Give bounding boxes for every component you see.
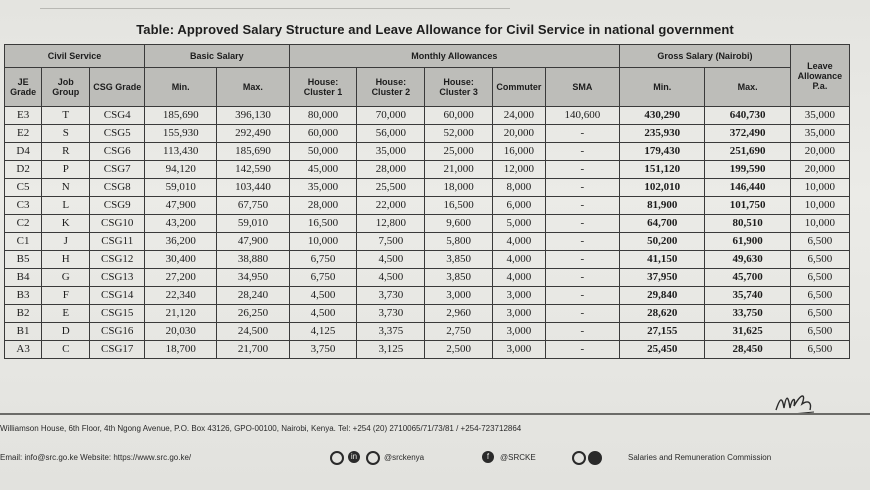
- job-group-header: Job Group: [42, 68, 90, 107]
- house-cluster3-cell: 2,500: [425, 341, 493, 359]
- footer-divider: [0, 413, 870, 415]
- je-grade-cell: E2: [5, 125, 42, 143]
- commuter-cell: 3,000: [493, 305, 546, 323]
- leave-allowance-cell: 20,000: [790, 161, 849, 179]
- house-cluster1-cell: 80,000: [289, 107, 357, 125]
- basic-min-cell: 94,120: [145, 161, 217, 179]
- commuter-cell: 6,000: [493, 197, 546, 215]
- monthly-allowances-group-header: Monthly Allowances: [289, 45, 620, 68]
- linkedin-icon: in: [348, 451, 360, 463]
- house-cluster1-header: House: Cluster 1: [289, 68, 357, 107]
- handwritten-signature: [772, 388, 818, 422]
- house-cluster1-cell: 3,750: [289, 341, 357, 359]
- job-group-cell: P: [42, 161, 90, 179]
- job-group-cell: C: [42, 341, 90, 359]
- house-cluster1-cell: 6,750: [289, 251, 357, 269]
- job-group-cell: E: [42, 305, 90, 323]
- gross-min-cell: 25,450: [620, 341, 705, 359]
- commuter-cell: 5,000: [493, 215, 546, 233]
- job-group-cell: L: [42, 197, 90, 215]
- csg-grade-cell: CSG7: [90, 161, 145, 179]
- civil-service-group-header: Civil Service: [5, 45, 145, 68]
- commuter-cell: 3,000: [493, 341, 546, 359]
- sma-cell: -: [545, 305, 619, 323]
- je-grade-cell: B3: [5, 287, 42, 305]
- job-group-cell: N: [42, 179, 90, 197]
- sma-cell: -: [545, 125, 619, 143]
- basic-max-cell: 67,750: [217, 197, 289, 215]
- job-group-cell: R: [42, 143, 90, 161]
- house-cluster1-cell: 6,750: [289, 269, 357, 287]
- basic-min-cell: 36,200: [145, 233, 217, 251]
- sma-cell: -: [545, 251, 619, 269]
- leave-allowance-cell: 6,500: [790, 269, 849, 287]
- commuter-cell: 4,000: [493, 233, 546, 251]
- commuter-cell: 3,000: [493, 287, 546, 305]
- gross-max-cell: 199,590: [705, 161, 790, 179]
- table-title: Table: Approved Salary Structure and Leave Allowance for Civil Service in national government: [136, 22, 734, 37]
- leave-allowance-cell: 10,000: [790, 197, 849, 215]
- gross-max-cell: 61,900: [705, 233, 790, 251]
- house-cluster2-cell: 12,800: [357, 215, 425, 233]
- house-cluster2-cell: 25,500: [357, 179, 425, 197]
- basic-min-cell: 155,930: [145, 125, 217, 143]
- house-cluster2-cell: 3,730: [357, 305, 425, 323]
- house-cluster1-cell: 45,000: [289, 161, 357, 179]
- house-cluster1-cell: 35,000: [289, 179, 357, 197]
- je-grade-cell: C5: [5, 179, 42, 197]
- table-row: [5, 323, 850, 341]
- basic-max-cell: 185,690: [217, 143, 289, 161]
- je-grade-cell: B1: [5, 323, 42, 341]
- gross-min-cell: 81,900: [620, 197, 705, 215]
- sma-cell: -: [545, 197, 619, 215]
- house-cluster3-cell: 2,750: [425, 323, 493, 341]
- gross-min-cell: 50,200: [620, 233, 705, 251]
- footer-contacts: [0, 450, 870, 466]
- csg-grade-cell: CSG14: [90, 287, 145, 305]
- house-cluster3-cell: 21,000: [425, 161, 493, 179]
- commuter-header: Commuter: [493, 68, 546, 107]
- house-cluster1-cell: 60,000: [289, 125, 357, 143]
- gross-min-cell: 102,010: [620, 179, 705, 197]
- leave-allowance-cell: 10,000: [790, 179, 849, 197]
- gross-min-cell: 28,620: [620, 305, 705, 323]
- basic-max-cell: 142,590: [217, 161, 289, 179]
- gross-max-cell: 49,630: [705, 251, 790, 269]
- je-grade-cell: B2: [5, 305, 42, 323]
- facebook-icon: f: [482, 451, 494, 463]
- commuter-cell: 4,000: [493, 269, 546, 287]
- gross-min-cell: 29,840: [620, 287, 705, 305]
- csg-grade-cell: CSG12: [90, 251, 145, 269]
- sma-header: SMA: [545, 68, 619, 107]
- house-cluster3-cell: 2,960: [425, 305, 493, 323]
- table-row: [5, 161, 850, 179]
- gross-min-cell: 235,930: [620, 125, 705, 143]
- house-cluster1-cell: 16,500: [289, 215, 357, 233]
- house-cluster3-cell: 18,000: [425, 179, 493, 197]
- basic-max-cell: 59,010: [217, 215, 289, 233]
- csg-grade-cell: CSG13: [90, 269, 145, 287]
- csg-grade-cell: CSG9: [90, 197, 145, 215]
- gross-min-cell: 430,290: [620, 107, 705, 125]
- house-cluster2-cell: 7,500: [357, 233, 425, 251]
- je-grade-cell: A3: [5, 341, 42, 359]
- csg-grade-header: CSG Grade: [90, 68, 145, 107]
- house-cluster2-cell: 3,125: [357, 341, 425, 359]
- commuter-cell: 8,000: [493, 179, 546, 197]
- csg-grade-cell: CSG5: [90, 125, 145, 143]
- house-cluster1-cell: 28,000: [289, 197, 357, 215]
- commuter-cell: 24,000: [493, 107, 546, 125]
- commuter-cell: 4,000: [493, 251, 546, 269]
- job-group-cell: G: [42, 269, 90, 287]
- house-cluster3-cell: 3,850: [425, 269, 493, 287]
- house-cluster3-cell: 3,000: [425, 287, 493, 305]
- table-row: [5, 107, 850, 125]
- column-header-row: [5, 68, 850, 107]
- je-grade-cell: E3: [5, 107, 42, 125]
- commuter-cell: 3,000: [493, 323, 546, 341]
- house-cluster3-header: House: Cluster 3: [425, 68, 493, 107]
- leave-allowance-cell: 6,500: [790, 287, 849, 305]
- house-cluster2-cell: 35,000: [357, 143, 425, 161]
- leave-allowance-cell: 6,500: [790, 323, 849, 341]
- house-cluster1-cell: 4,500: [289, 287, 357, 305]
- gross-max-cell: 28,450: [705, 341, 790, 359]
- sma-cell: -: [545, 161, 619, 179]
- je-grade-cell: D2: [5, 161, 42, 179]
- footer-org-name: Salaries and Remuneration Commission: [628, 453, 772, 462]
- sma-cell: -: [545, 323, 619, 341]
- gross-max-cell: 251,690: [705, 143, 790, 161]
- table-row: [5, 125, 850, 143]
- sma-cell: -: [545, 287, 619, 305]
- je-grade-cell: C3: [5, 197, 42, 215]
- basic-max-cell: 292,490: [217, 125, 289, 143]
- csg-grade-cell: CSG17: [90, 341, 145, 359]
- table-row: [5, 269, 850, 287]
- basic-max-header: Max.: [217, 68, 289, 107]
- basic-min-cell: 30,400: [145, 251, 217, 269]
- gross-max-cell: 640,730: [705, 107, 790, 125]
- flickr-icon: [572, 451, 586, 465]
- cropped-header-strip: [40, 0, 510, 9]
- gross-max-cell: 31,625: [705, 323, 790, 341]
- basic-min-cell: 43,200: [145, 215, 217, 233]
- gross-min-cell: 27,155: [620, 323, 705, 341]
- house-cluster1-cell: 50,000: [289, 143, 357, 161]
- house-cluster3-cell: 3,850: [425, 251, 493, 269]
- basic-min-cell: 47,900: [145, 197, 217, 215]
- je-grade-cell: C1: [5, 233, 42, 251]
- handle-srckenya: @srckenya: [384, 453, 425, 462]
- house-cluster1-cell: 4,125: [289, 323, 357, 341]
- house-cluster3-cell: 9,600: [425, 215, 493, 233]
- salary-table: [4, 44, 850, 359]
- job-group-cell: T: [42, 107, 90, 125]
- basic-min-cell: 113,430: [145, 143, 217, 161]
- gross-min-cell: 37,950: [620, 269, 705, 287]
- leave-allowance-cell: 6,500: [790, 341, 849, 359]
- house-cluster2-cell: 28,000: [357, 161, 425, 179]
- table-row: [5, 305, 850, 323]
- instagram-icon: [330, 451, 344, 465]
- commuter-cell: 12,000: [493, 161, 546, 179]
- basic-min-header: Min.: [145, 68, 217, 107]
- house-cluster2-header: House: Cluster 2: [357, 68, 425, 107]
- csg-grade-cell: CSG4: [90, 107, 145, 125]
- leave-allowance-cell: 6,500: [790, 305, 849, 323]
- sma-cell: -: [545, 179, 619, 197]
- je-grade-cell: C2: [5, 215, 42, 233]
- gross-max-header: Max.: [705, 68, 790, 107]
- basic-min-cell: 20,030: [145, 323, 217, 341]
- table-row: [5, 233, 850, 251]
- flickr-dot-icon: [588, 451, 602, 465]
- sma-cell: -: [545, 269, 619, 287]
- table-row: [5, 197, 850, 215]
- basic-min-cell: 27,200: [145, 269, 217, 287]
- sma-cell: -: [545, 143, 619, 161]
- csg-grade-cell: CSG15: [90, 305, 145, 323]
- gross-max-cell: 101,750: [705, 197, 790, 215]
- csg-grade-cell: CSG6: [90, 143, 145, 161]
- gross-max-cell: 45,700: [705, 269, 790, 287]
- basic-max-cell: 396,130: [217, 107, 289, 125]
- leave-allowance-cell: 35,000: [790, 107, 849, 125]
- group-header-row: [5, 45, 850, 68]
- basic-min-cell: 22,340: [145, 287, 217, 305]
- table-row: [5, 251, 850, 269]
- gross-min-cell: 41,150: [620, 251, 705, 269]
- commuter-cell: 16,000: [493, 143, 546, 161]
- gross-max-cell: 146,440: [705, 179, 790, 197]
- leave-allowance-header: Leave Allowance P.a.: [790, 45, 849, 107]
- je-grade-header: JE Grade: [5, 68, 42, 107]
- table-row: [5, 341, 850, 359]
- table-row: [5, 287, 850, 305]
- leave-allowance-cell: 35,000: [790, 125, 849, 143]
- footer-address: Williamson House, 6th Floor, 4th Ngong Avenue, P.O. Box 43126, GPO-00100, Nairobi, Kenya. Tel: +254 (20) 2710065/71/73/81 / +254-723712864: [0, 424, 522, 433]
- job-group-cell: H: [42, 251, 90, 269]
- je-grade-cell: B4: [5, 269, 42, 287]
- gross-min-header: Min.: [620, 68, 705, 107]
- house-cluster3-cell: 52,000: [425, 125, 493, 143]
- gross-min-cell: 179,430: [620, 143, 705, 161]
- basic-max-cell: 47,900: [217, 233, 289, 251]
- house-cluster1-cell: 4,500: [289, 305, 357, 323]
- house-cluster2-cell: 4,500: [357, 251, 425, 269]
- gross-min-cell: 64,700: [620, 215, 705, 233]
- gross-max-cell: 33,750: [705, 305, 790, 323]
- sma-cell: -: [545, 341, 619, 359]
- basic-max-cell: 103,440: [217, 179, 289, 197]
- house-cluster2-cell: 70,000: [357, 107, 425, 125]
- leave-allowance-cell: 10,000: [790, 215, 849, 233]
- basic-max-cell: 26,250: [217, 305, 289, 323]
- handle-srcke: @SRCKE: [500, 453, 536, 462]
- basic-max-cell: 38,880: [217, 251, 289, 269]
- sma-cell: -: [545, 233, 619, 251]
- basic-salary-group-header: Basic Salary: [145, 45, 289, 68]
- basic-max-cell: 34,950: [217, 269, 289, 287]
- house-cluster2-cell: 3,730: [357, 287, 425, 305]
- sma-cell: -: [545, 215, 619, 233]
- table-row: [5, 215, 850, 233]
- house-cluster3-cell: 60,000: [425, 107, 493, 125]
- leave-allowance-cell: 6,500: [790, 233, 849, 251]
- youtube-icon: [366, 451, 380, 465]
- house-cluster2-cell: 4,500: [357, 269, 425, 287]
- house-cluster3-cell: 25,000: [425, 143, 493, 161]
- house-cluster2-cell: 22,000: [357, 197, 425, 215]
- csg-grade-cell: CSG16: [90, 323, 145, 341]
- basic-max-cell: 28,240: [217, 287, 289, 305]
- house-cluster2-cell: 56,000: [357, 125, 425, 143]
- basic-min-cell: 21,120: [145, 305, 217, 323]
- sma-cell: 140,600: [545, 107, 619, 125]
- job-group-cell: J: [42, 233, 90, 251]
- job-group-cell: S: [42, 125, 90, 143]
- job-group-cell: F: [42, 287, 90, 305]
- table-row: [5, 179, 850, 197]
- gross-salary-group-header: Gross Salary (Nairobi): [620, 45, 791, 68]
- footer-email-website: Email: info@src.go.ke Website: https://www.src.go.ke/: [0, 453, 192, 462]
- house-cluster3-cell: 5,800: [425, 233, 493, 251]
- table-row: [5, 143, 850, 161]
- gross-max-cell: 35,740: [705, 287, 790, 305]
- salary-table-body: [5, 107, 850, 359]
- job-group-cell: D: [42, 323, 90, 341]
- leave-allowance-cell: 20,000: [790, 143, 849, 161]
- house-cluster3-cell: 16,500: [425, 197, 493, 215]
- basic-max-cell: 24,500: [217, 323, 289, 341]
- commuter-cell: 20,000: [493, 125, 546, 143]
- je-grade-cell: B5: [5, 251, 42, 269]
- house-cluster1-cell: 10,000: [289, 233, 357, 251]
- gross-min-cell: 151,120: [620, 161, 705, 179]
- house-cluster2-cell: 3,375: [357, 323, 425, 341]
- basic-min-cell: 185,690: [145, 107, 217, 125]
- csg-grade-cell: CSG10: [90, 215, 145, 233]
- csg-grade-cell: CSG11: [90, 233, 145, 251]
- leave-allowance-cell: 6,500: [790, 251, 849, 269]
- je-grade-cell: D4: [5, 143, 42, 161]
- csg-grade-cell: CSG8: [90, 179, 145, 197]
- basic-max-cell: 21,700: [217, 341, 289, 359]
- gross-max-cell: 372,490: [705, 125, 790, 143]
- job-group-cell: K: [42, 215, 90, 233]
- basic-min-cell: 59,010: [145, 179, 217, 197]
- basic-min-cell: 18,700: [145, 341, 217, 359]
- gross-max-cell: 80,510: [705, 215, 790, 233]
